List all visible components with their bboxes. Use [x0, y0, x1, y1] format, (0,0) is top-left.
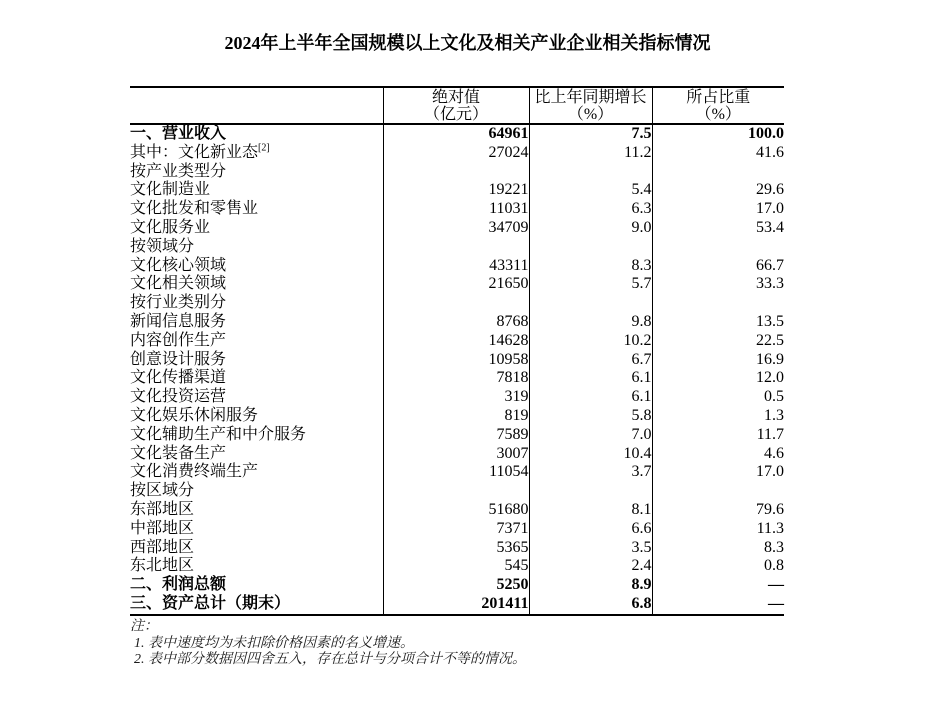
table-row: [130, 238, 784, 257]
indicator-label-text: 文化装备生产: [130, 444, 227, 462]
growth-cell: 10.4: [529, 445, 652, 464]
note-item: 2. 表中部分数据因四舍五入，存在总计与分项合计不等的情况。: [134, 652, 526, 667]
share-cell: 0.8: [652, 557, 784, 576]
growth-cell: 6.1: [529, 369, 652, 388]
notes-heading: 注：: [130, 619, 158, 634]
share-cell: 79.6: [652, 501, 784, 520]
absolute-value-cell: [383, 294, 529, 313]
absolute-value-cell: 21650: [383, 275, 529, 294]
share-cell: 13.5: [652, 313, 784, 332]
growth-cell: [529, 294, 652, 313]
indicator-label: [130, 595, 383, 615]
growth-cell: 5.7: [529, 275, 652, 294]
indicator-label: [130, 181, 383, 200]
table-row: [130, 463, 784, 482]
table-body: [130, 124, 784, 615]
indicator-label: [130, 445, 383, 464]
share-cell: 8.3: [652, 539, 784, 558]
share-cell: 22.5: [652, 332, 784, 351]
col-header-absolute-value: 绝对值 （亿元）: [383, 87, 529, 124]
absolute-value-cell: 545: [383, 557, 529, 576]
growth-cell: 5.4: [529, 181, 652, 200]
table-row: [130, 520, 784, 539]
growth-cell: 7.5: [529, 124, 652, 144]
indicator-label-text: 一、营业收入: [130, 125, 227, 142]
growth-cell: 7.0: [529, 426, 652, 445]
col-header-share: 所占比重 （%）: [652, 87, 784, 124]
table-row: [130, 445, 784, 464]
indicator-label: [130, 539, 383, 558]
indicator-label-text: 文化制造业: [130, 181, 211, 199]
indicator-label: [130, 124, 383, 144]
share-cell: 0.5: [652, 388, 784, 407]
indicator-label: [130, 388, 383, 407]
growth-cell: 8.1: [529, 501, 652, 520]
absolute-value-cell: 5365: [383, 539, 529, 558]
absolute-value-cell: 10958: [383, 351, 529, 370]
share-cell: [652, 294, 784, 313]
indicators-table: [130, 86, 784, 616]
absolute-value-cell: [383, 238, 529, 257]
header-row: [130, 87, 784, 124]
indicator-label-text: 文化服务业: [130, 218, 211, 236]
indicator-label-text: 新闻信息服务: [130, 312, 227, 330]
growth-cell: 8.3: [529, 257, 652, 276]
table-row: [130, 557, 784, 576]
growth-cell: 6.7: [529, 351, 652, 370]
absolute-value-cell: 11031: [383, 200, 529, 219]
indicator-label: [130, 557, 383, 576]
share-cell: 11.3: [652, 520, 784, 539]
share-cell: [652, 482, 784, 501]
indicator-label-text: 三、资产总计（期末）: [130, 594, 291, 612]
notes-list: [130, 636, 526, 669]
footnote-ref: [2]: [258, 142, 270, 154]
table-row: [130, 539, 784, 558]
indicator-label: [130, 426, 383, 445]
absolute-value-cell: [383, 163, 529, 182]
indicator-label-text: 文化相关领域: [130, 275, 227, 293]
share-cell: 33.3: [652, 275, 784, 294]
growth-cell: 6.3: [529, 200, 652, 219]
indicator-label-text: 文化辅助生产和中介服务: [130, 425, 307, 443]
col-header-growth: 比上年同期增长 （%）: [529, 87, 652, 124]
indicator-label: [130, 482, 383, 501]
table-row: [130, 426, 784, 445]
indicator-label-text: 内容创作生产: [130, 331, 227, 349]
absolute-value-cell: 5250: [383, 576, 529, 595]
absolute-value-cell: 819: [383, 407, 529, 426]
indicator-label-text: 其中：文化新业态: [130, 143, 259, 161]
absolute-value-cell: 51680: [383, 501, 529, 520]
table-row: [130, 181, 784, 200]
indicator-label: [130, 200, 383, 219]
indicator-label: [130, 520, 383, 539]
growth-cell: 9.8: [529, 313, 652, 332]
indicator-label-text: 创意设计服务: [130, 350, 227, 368]
share-cell: 100.0: [652, 124, 784, 144]
share-cell: 1.3: [652, 407, 784, 426]
table-row: [130, 332, 784, 351]
indicator-label: [130, 369, 383, 388]
table-row: [130, 124, 784, 144]
table-row: [130, 275, 784, 294]
absolute-value-cell: 7589: [383, 426, 529, 445]
indicator-label-text: 文化娱乐休闲服务: [130, 406, 259, 424]
absolute-value-cell: 14628: [383, 332, 529, 351]
indicator-label-text: 东北地区: [130, 557, 195, 575]
absolute-value-cell: 34709: [383, 219, 529, 238]
indicator-label: [130, 407, 383, 426]
indicator-label-text: 文化消费终端生产: [130, 463, 259, 481]
growth-cell: 3.7: [529, 463, 652, 482]
share-cell: 29.6: [652, 181, 784, 200]
table-row: [130, 407, 784, 426]
indicator-label: [130, 576, 383, 595]
share-cell: 66.7: [652, 257, 784, 276]
table-row: [130, 501, 784, 520]
share-cell: 4.6: [652, 445, 784, 464]
table-row: [130, 163, 784, 182]
table-row: [130, 576, 784, 595]
table-row: [130, 200, 784, 219]
share-cell: [652, 238, 784, 257]
absolute-value-cell: 7818: [383, 369, 529, 388]
share-cell: 11.7: [652, 426, 784, 445]
indicator-label: [130, 294, 383, 313]
growth-cell: 8.9: [529, 576, 652, 595]
table-header: [130, 87, 784, 124]
absolute-value-cell: 19221: [383, 181, 529, 200]
indicator-label: [130, 238, 383, 257]
indicator-label-text: 按行业类别分: [130, 294, 227, 312]
share-cell: 17.0: [652, 200, 784, 219]
absolute-value-cell: 43311: [383, 257, 529, 276]
table-row: [130, 219, 784, 238]
share-cell: 41.6: [652, 144, 784, 163]
table-row: [130, 595, 784, 615]
indicator-label-text: 文化传播渠道: [130, 369, 227, 387]
indicator-label-text: 文化投资运营: [130, 388, 227, 406]
indicator-label: [130, 332, 383, 351]
share-cell: —: [652, 576, 784, 595]
indicator-label-text: 文化批发和零售业: [130, 200, 259, 218]
indicator-label-text: 二、利润总额: [130, 576, 227, 594]
growth-cell: 9.0: [529, 219, 652, 238]
absolute-value-cell: 7371: [383, 520, 529, 539]
table-row: [130, 482, 784, 501]
table-row: [130, 369, 784, 388]
growth-cell: 3.5: [529, 539, 652, 558]
growth-cell: 6.6: [529, 520, 652, 539]
table-row: [130, 388, 784, 407]
absolute-value-cell: 64961: [383, 124, 529, 144]
indicator-label: [130, 463, 383, 482]
share-cell: 53.4: [652, 219, 784, 238]
note-item: 1. 表中速度均为未扣除价格因素的名义增速。: [134, 635, 414, 651]
absolute-value-cell: 319: [383, 388, 529, 407]
col-header-indicator: [130, 87, 383, 124]
growth-cell: 11.2: [529, 144, 652, 163]
share-cell: [652, 163, 784, 182]
absolute-value-cell: 27024: [383, 144, 529, 163]
table-row: [130, 144, 784, 163]
indicator-label-text: 西部地区: [130, 538, 195, 556]
page-title: 2024年上半年全国规模以上文化及相关产业企业相关指标情况: [224, 33, 711, 53]
indicator-label-text: 中部地区: [130, 519, 195, 537]
absolute-value-cell: 8768: [383, 313, 529, 332]
table-row: [130, 257, 784, 276]
indicator-label-text: 按产业类型分: [130, 162, 227, 180]
growth-cell: 10.2: [529, 332, 652, 351]
absolute-value-cell: [383, 482, 529, 501]
growth-cell: [529, 238, 652, 257]
indicator-label: [130, 219, 383, 238]
share-cell: 12.0: [652, 369, 784, 388]
absolute-value-cell: 201411: [383, 595, 529, 615]
growth-cell: 5.8: [529, 407, 652, 426]
indicator-label: [130, 163, 383, 182]
absolute-value-cell: 11054: [383, 463, 529, 482]
growth-cell: 6.8: [529, 595, 652, 615]
growth-cell: [529, 482, 652, 501]
table-row: [130, 351, 784, 370]
growth-cell: 2.4: [529, 557, 652, 576]
growth-cell: 6.1: [529, 388, 652, 407]
indicator-label: [130, 501, 383, 520]
notes-section: [130, 619, 526, 669]
share-cell: 17.0: [652, 463, 784, 482]
indicator-label-text: 文化核心领域: [130, 256, 227, 274]
indicator-label: [130, 313, 383, 332]
indicator-label: [130, 257, 383, 276]
table-row: [130, 294, 784, 313]
growth-cell: [529, 163, 652, 182]
indicator-label-text: 东部地区: [130, 500, 195, 518]
share-cell: —: [652, 595, 784, 615]
share-cell: 16.9: [652, 351, 784, 370]
absolute-value-cell: 3007: [383, 445, 529, 464]
table-row: [130, 313, 784, 332]
indicator-label: [130, 144, 383, 163]
indicator-label-text: 按区域分: [130, 482, 195, 500]
indicator-label-text: 按领域分: [130, 237, 195, 255]
indicator-label: [130, 275, 383, 294]
indicator-label: [130, 351, 383, 370]
